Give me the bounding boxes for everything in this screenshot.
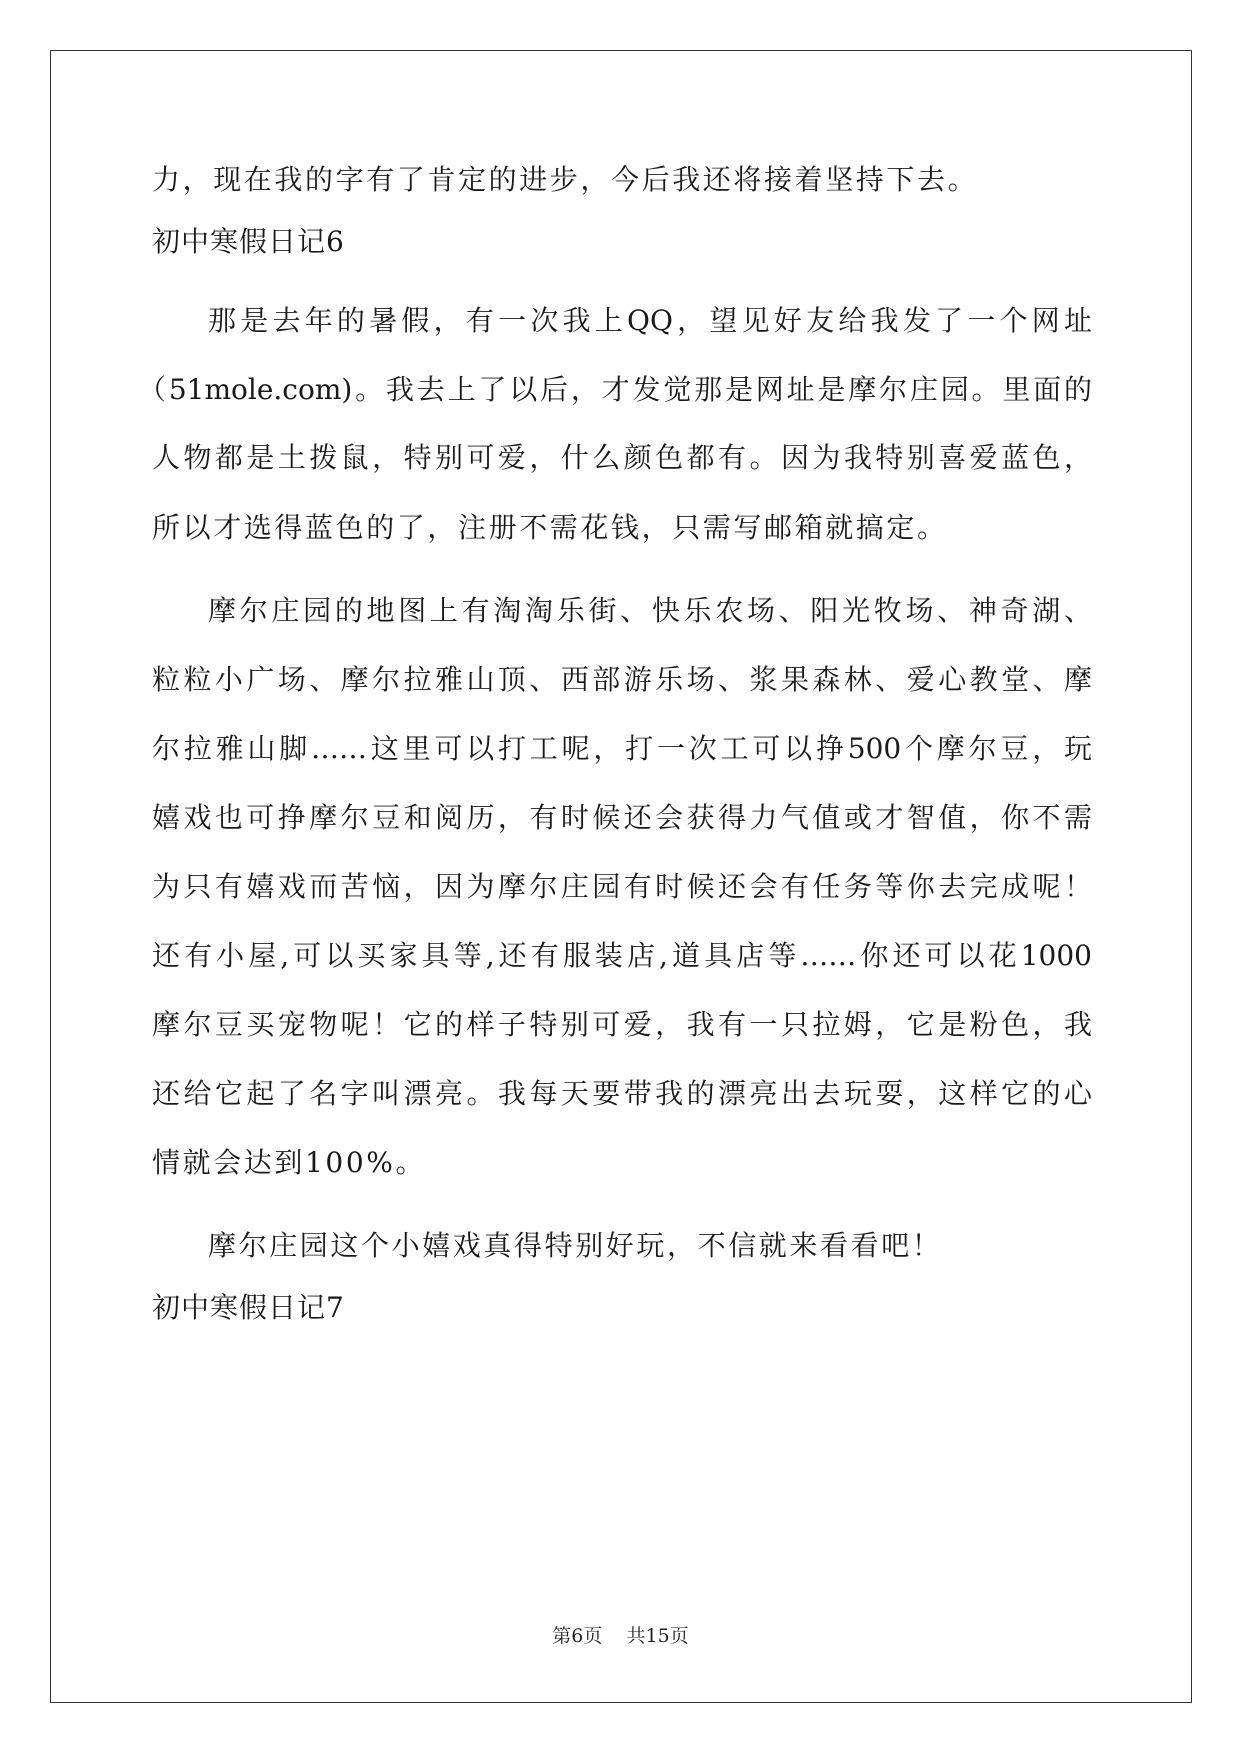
paragraph-line: 那是去年的暑假，有一次我上QQ，望见好友给我发了一个网址 (208, 304, 1092, 337)
diary-heading: 初中寒假日记7 (152, 1291, 345, 1324)
page-number: 第6页 (552, 1625, 603, 1647)
paragraph-line: 尔拉雅山脚……这里可以打工呢，打一次工可以挣500个摩尔豆，玩 (152, 732, 1092, 765)
paragraph-line: （51mole.com)。我去上了以后，才发觉那是网址是摩尔庄园。里面的 (138, 373, 1092, 406)
paragraph-line: 力，现在我的字有了肯定的进步，今后我还将接着坚持下去。 (152, 163, 979, 196)
paragraph-line: 摩尔豆买宠物呢！它的样子特别可爱，我有一只拉姆，它是粉色，我 (152, 1008, 1092, 1041)
paragraph-line: 还给它起了名字叫漂亮。我每天要带我的漂亮出去玩耍，这样它的心 (152, 1077, 1092, 1110)
paragraph-line: 粒粒小广场、摩尔拉雅山顶、西部游乐场、浆果森林、爱心教堂、摩 (152, 663, 1092, 696)
paragraph-line: 所以才选得蓝色的了，注册不需花钱，只需写邮箱就搞定。 (152, 511, 948, 544)
paragraph-line: 为只有嬉戏而苦恼，因为摩尔庄园有时候还会有任务等你去完成呢！ (152, 870, 1092, 903)
diary-heading: 初中寒假日记6 (152, 225, 345, 258)
paragraph-line: 嬉戏也可挣摩尔豆和阅历，有时候还会获得力气值或才智值，你不需 (152, 801, 1092, 834)
paragraph-line: 人物都是土拨鼠，特别可爱，什么颜色都有。因为我特别喜爱蓝色， (152, 441, 1092, 474)
paragraph-line: 还有小屋,可以买家具等,还有服装店,道具店等……你还可以花1000 (152, 939, 1092, 972)
paragraph-line: 摩尔庄园的地图上有淘淘乐街、快乐农场、阳光牧场、神奇湖、 (208, 594, 1092, 627)
page-footer (0, 1624, 1241, 1648)
page-total: 共15页 (626, 1625, 689, 1647)
paragraph-line: 摩尔庄园这个小嬉戏真得特别好玩，不信就来看看吧！ (208, 1229, 943, 1262)
paragraph-line: 情就会达到100%。 (152, 1146, 427, 1179)
